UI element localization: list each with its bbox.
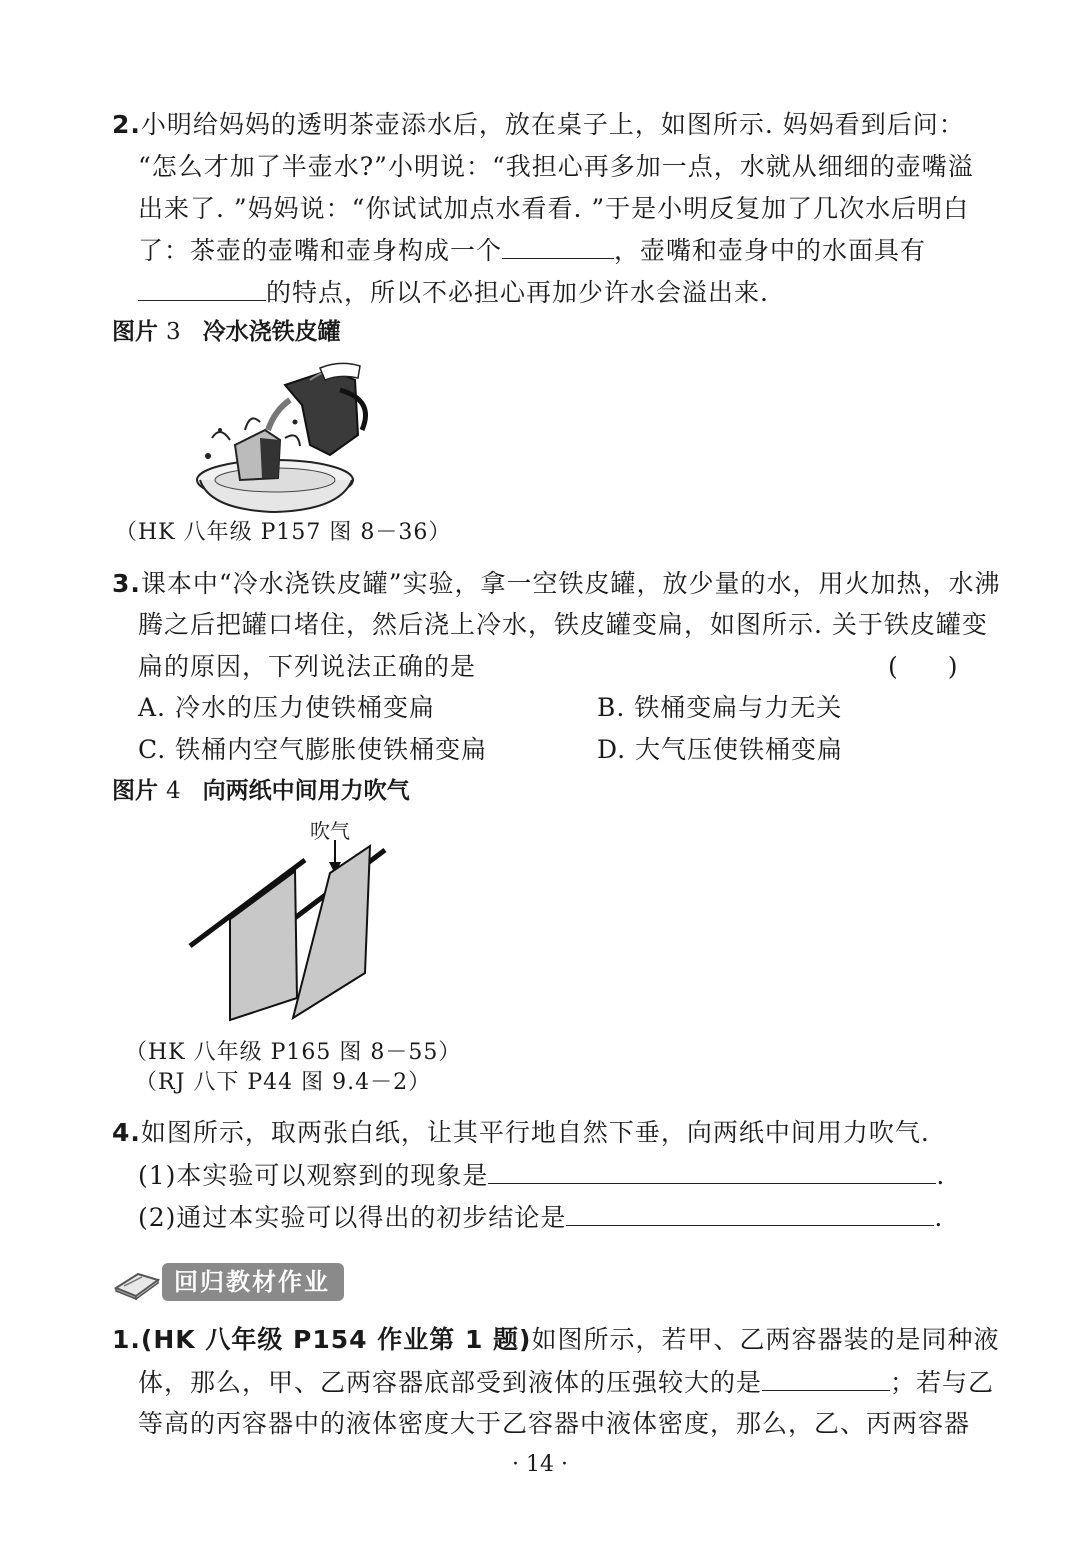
fig4-caption-2: （RJ 八下 P44 图 9.4－2） (135, 1070, 432, 1095)
section-banner (112, 1262, 344, 1302)
section-banner-label: 回归教材作业 (162, 1263, 344, 1301)
q4-answer-blank-2[interactable] (566, 1199, 934, 1226)
fig4-title: 向两纸中间用力吹气 (202, 778, 410, 804)
q2-number: 2. (112, 110, 141, 139)
hw1-line-3: 等高的丙容器中的液体密度大于乙容器中液体密度，那么，乙、丙两容器 (138, 1409, 971, 1438)
fig4-number: 4 (166, 778, 181, 804)
hw1-line-1 (112, 1322, 1000, 1358)
hw1-line-2 (138, 1364, 994, 1401)
fig4-caption-1: （HK 八年级 P165 图 8－55） (125, 1040, 462, 1065)
q2-text-1: 小明给妈妈的透明茶壶添水后，放在桌子上，如图所示. 妈妈看到后问： (140, 110, 965, 139)
q4-part-1-period: . (936, 1161, 946, 1190)
q4-part-2 (138, 1199, 943, 1236)
q4-part-1 (138, 1157, 945, 1194)
q3-option-d[interactable]: D. 大气压使铁桶变扁 (597, 735, 844, 764)
q2-line-1 (112, 107, 965, 143)
blow-air-label: 吹气 (310, 819, 350, 843)
fig4-label: 图片 (112, 778, 158, 804)
q3-option-b[interactable]: B. 铁桶变扁与力无关 (597, 693, 843, 722)
q3-option-a[interactable]: A. 冷水的压力使铁桶变扁 (138, 693, 435, 722)
q4-number: 4. (112, 1118, 141, 1147)
q3-option-c[interactable]: C. 铁桶内空气膨胀使铁桶变扁 (138, 735, 488, 764)
hw1-text-2a: 体，那么，甲、乙两容器底部受到液体的压强较大的是 (138, 1368, 763, 1397)
q4-line-1 (112, 1115, 930, 1151)
hw1-reference: (HK 八年级 P154 作业第 1 题) (140, 1325, 532, 1354)
q2-text-4b: ，壶嘴和壶身中的水面具有 (614, 236, 927, 265)
q3-line-1 (112, 566, 1000, 602)
hw1-text-1: 如图所示，若甲、乙两容器装的是同种液 (531, 1325, 1000, 1354)
fig4-heading (112, 775, 410, 807)
q2-text-4a: 了：茶壶的壶嘴和壶身构成一个 (138, 236, 503, 265)
q2-answer-blank-2[interactable] (138, 274, 266, 301)
fig3-caption: （HK 八年级 P157 图 8－36） (115, 520, 452, 545)
q4-part-1-text: (1)本实验可以观察到的现象是 (138, 1161, 489, 1190)
cold-water-can-illustration (190, 360, 380, 520)
page-number: · 14 · (512, 1452, 568, 1477)
q2-line-2: “怎么才加了半壶水?”小明说：“我担心再多加一点，水就从细细的壶嘴溢 (138, 152, 974, 181)
two-paper-sheets-illustration (185, 838, 395, 1023)
q3-line-2: 腾之后把罐口堵住，然后浇上冷水，铁皮罐变扁，如图所示. 关于铁皮罐变 (138, 610, 988, 639)
hw1-number: 1. (112, 1325, 141, 1354)
q3-answer-bracket[interactable]: ( ) (888, 652, 958, 681)
q3-number: 3. (112, 569, 141, 598)
q4-part-2-period: . (934, 1203, 944, 1232)
fig3-number: 3 (166, 319, 181, 345)
q3-text-1: 课本中“冷水浇铁皮罐”实验，拿一空铁皮罐，放少量的水，用火加热，水沸 (140, 569, 1001, 598)
q3-line-3: 扁的原因，下列说法正确的是 (138, 652, 477, 681)
q2-text-5: 的特点，所以不必担心再加少许水会溢出来. (266, 278, 769, 307)
hw1-text-2b: ；若与乙 (890, 1368, 995, 1397)
fig3-title: 冷水浇铁皮罐 (202, 319, 341, 345)
fig3-label: 图片 (112, 319, 158, 345)
q2-answer-blank-1[interactable] (502, 232, 614, 259)
q4-text-1: 如图所示，取两张白纸，让其平行地自然下垂，向两纸中间用力吹气. (140, 1118, 930, 1147)
q2-line-5 (138, 274, 769, 311)
q2-line-4 (138, 232, 926, 269)
q4-answer-blank-1[interactable] (488, 1157, 936, 1184)
fig3-heading (112, 316, 341, 348)
hw1-answer-blank-1[interactable] (762, 1364, 890, 1391)
q4-part-2-text: (2)通过本实验可以得出的初步结论是 (138, 1203, 567, 1232)
book-icon (112, 1264, 162, 1300)
q2-line-3: 出来了. ”妈妈说：“你试试加点水看看. ”于是小明反复加了几次水后明白 (138, 194, 970, 223)
